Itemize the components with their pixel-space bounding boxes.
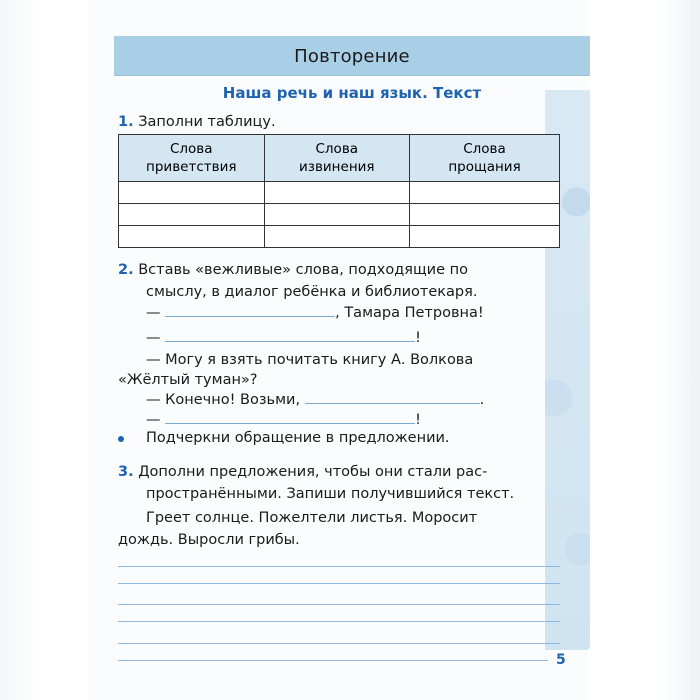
- answer-line[interactable]: [118, 643, 560, 644]
- table-cell[interactable]: [410, 182, 560, 204]
- courtesy-words-table: [118, 134, 560, 248]
- task3-heading: [118, 462, 558, 483]
- dialog-line-6: [146, 412, 421, 428]
- answer-blank[interactable]: [165, 341, 415, 342]
- table-cell[interactable]: [264, 182, 410, 204]
- dialog-text: !: [415, 330, 421, 346]
- dialog-line-1: [146, 305, 484, 321]
- dialog-text: , Тамара Петровна!: [335, 305, 484, 321]
- dialog-line-3: — Могу я взять почитать книгу А. Волкова: [146, 352, 474, 368]
- task3-example-line2: дождь. Выросли грибы.: [118, 532, 300, 548]
- table-cell[interactable]: [119, 182, 265, 204]
- task3-example-line1: Греет солнце. Пожелтели листья. Моросит: [146, 510, 478, 526]
- bullet-icon: [118, 436, 124, 442]
- table-cell[interactable]: [410, 204, 560, 226]
- dialog-line-4: «Жёлтый туман»?: [118, 372, 258, 388]
- table-header-apologies: Слова извинения: [264, 135, 410, 182]
- section-subtitle: Наша речь и наш язык. Текст: [222, 84, 482, 102]
- dialog-line-5: [146, 392, 484, 408]
- table-header-farewells: Слова прощания: [410, 135, 560, 182]
- answer-blank[interactable]: [165, 423, 415, 424]
- table-header-greetings: Слова приветствия: [119, 135, 265, 182]
- workbook-page: [88, 0, 588, 700]
- table-cell[interactable]: [264, 204, 410, 226]
- task2-text-line2: смыслу, в диалог ребёнка и библиотекаря.: [146, 284, 478, 300]
- dialog-dash: —: [146, 330, 161, 346]
- answer-line[interactable]: [118, 660, 548, 661]
- table-cell[interactable]: [119, 204, 265, 226]
- task2-heading: [118, 260, 558, 281]
- task2-number: 2.: [118, 262, 134, 278]
- task1-number: 1.: [118, 114, 134, 130]
- table-cell[interactable]: [119, 226, 265, 248]
- task2-text-line1: Вставь «вежливые» слова, подходящие по: [138, 262, 468, 278]
- answer-line[interactable]: [118, 566, 560, 567]
- table-cell[interactable]: [410, 226, 560, 248]
- dialog-text: — Конечно! Возьми,: [146, 392, 301, 408]
- dialog-dash: —: [146, 412, 161, 428]
- table-cell[interactable]: [264, 226, 410, 248]
- answer-line[interactable]: [118, 583, 560, 584]
- answer-blank[interactable]: [165, 316, 335, 317]
- page-number: 5: [556, 652, 566, 668]
- answer-blank[interactable]: [305, 403, 480, 404]
- dialog-text: .: [479, 392, 485, 408]
- task3-text-line2: пространёнными. Запиши получившийся текст.: [146, 486, 515, 502]
- answer-line[interactable]: [118, 604, 560, 605]
- dialog-text: !: [415, 412, 421, 428]
- answer-line[interactable]: [118, 621, 560, 622]
- page-title: Повторение: [294, 45, 410, 67]
- task3-number: 3.: [118, 464, 134, 480]
- task1-text: Заполни таблицу.: [138, 114, 276, 130]
- task3-text-line1: Дополни предложения, чтобы они стали рас-: [138, 464, 488, 480]
- dialog-dash: —: [146, 305, 161, 321]
- bullet-instruction: Подчеркни обращение в предложении.: [146, 430, 450, 446]
- dialog-line-2: [146, 330, 421, 346]
- task1-heading: [118, 112, 276, 133]
